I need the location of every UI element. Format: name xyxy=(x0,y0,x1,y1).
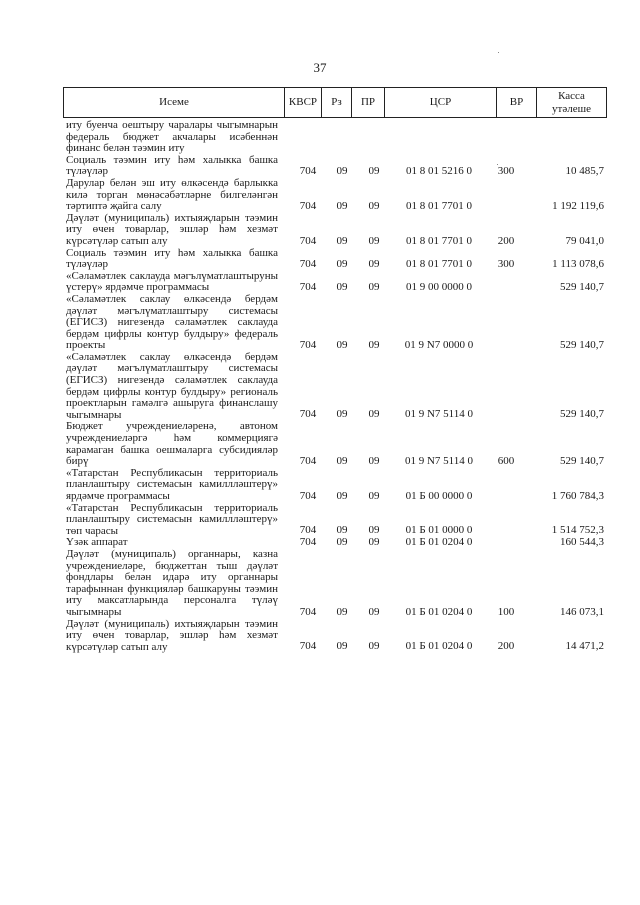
row-name: «Сәламәтлек саклау өлкәсендә бердәм дәүләт мәгълүматлаштыру системасы (ЕГИСЗ) нигезендә сәламәтлек саклауда бердәм цифрлы контур булдыру» федераль проекты xyxy=(66,292,278,352)
column-header-vr: ВР xyxy=(496,88,536,117)
row-name: Бюджет учреждениеләренә, автоном учреждениеләргә һәм коммерциягә карамаган башка оешмаларга субсидияләр бирү xyxy=(66,420,278,468)
column-header-name: Исеме xyxy=(159,96,189,108)
row-csr: 01 8 01 5216 0 xyxy=(406,164,472,177)
row-kvsr: 704 xyxy=(299,257,317,270)
column-header-amount xyxy=(536,88,606,117)
row-csr: 01 9 N7 0000 0 xyxy=(404,338,474,351)
row-amount: 529 140,7 xyxy=(560,280,604,293)
table-body xyxy=(66,120,606,653)
row-kvsr: 704 xyxy=(299,338,317,351)
row-vr: 300 xyxy=(497,257,515,270)
row-amount: 529 140,7 xyxy=(560,338,604,351)
row-vr: 100 xyxy=(497,605,515,618)
row-name: Дәүләт (муниципаль) ихтыяҗларын тәэмин иту өчен товарлар, эшләр һәм хезмәт күрсәтүләр сатып алу xyxy=(66,211,278,247)
row-rz: 09 xyxy=(336,524,348,537)
row-kvsr: 704 xyxy=(299,640,317,653)
table-row xyxy=(66,619,606,654)
row-kvsr: 704 xyxy=(299,280,317,293)
row-name: Дарулар белән эш иту өлкәсендә барлыкка килә торган мөнәсәбәтләрне билгеләнгән тәртиптә җайга салу xyxy=(66,176,278,213)
row-amount: 160 544,3 xyxy=(560,535,604,548)
row-rz: 09 xyxy=(336,257,348,270)
table-row xyxy=(66,421,606,467)
column-header-rz: Рз xyxy=(321,88,351,117)
row-vr: 200 xyxy=(497,640,515,653)
row-amount: 14 471,2 xyxy=(565,640,604,653)
row-name: Үзәк аппарат xyxy=(66,536,128,549)
table-row xyxy=(66,503,606,538)
row-pr: 09 xyxy=(368,454,380,467)
row-csr: 01 8 01 7701 0 xyxy=(406,234,472,247)
table-row xyxy=(66,468,606,503)
row-pr: 09 xyxy=(368,338,380,351)
row-pr: 09 xyxy=(368,640,380,653)
row-vr: 300 xyxy=(497,164,515,177)
table-row xyxy=(66,549,606,619)
row-vr: 600 xyxy=(497,454,515,467)
row-rz: 09 xyxy=(336,640,348,653)
table-row xyxy=(66,271,606,294)
row-pr: 09 xyxy=(368,234,380,247)
row-amount: 1 514 752,3 xyxy=(551,524,604,537)
table-row xyxy=(66,352,606,422)
table-row xyxy=(66,120,606,155)
row-name: Дәүләт (муниципаль) органнары, казна учреждениеләре, бюджеттан тыш дәүләт фондлары белән идарә иту органнары тарафыннан функцияләр башкаруны тәэмин иту максатларында персоналга түләү чыгымнары xyxy=(66,547,278,618)
row-name: Социаль тәэмин иту һәм халыкка башка түләүләр xyxy=(66,153,278,178)
row-csr: 01 Б 01 0000 0 xyxy=(405,524,473,537)
row-pr: 09 xyxy=(368,605,380,618)
row-vr xyxy=(488,536,524,549)
row-amount: 529 140,7 xyxy=(560,454,604,467)
row-name: «Татарстан Республикасын территориаль планлаштыру системасын камиллләштерү» төп чарасы xyxy=(66,501,278,537)
row-pr: 09 xyxy=(368,280,380,293)
column-header-amount-line1: Касса xyxy=(558,89,585,102)
row-name: иту буенча оештыру чаралары чыгымнарын федераль бюджет акчалары исәбеннән финанс белән тәэмин иту xyxy=(66,119,278,155)
row-name: «Сәламәтлек саклауда мәгълүматлаштыруны үстерү» ярдәмче программасы xyxy=(66,269,278,294)
row-pr: 09 xyxy=(368,408,380,421)
row-csr: 01 Б 01 0204 0 xyxy=(405,535,473,548)
page-number: 37 xyxy=(313,60,327,75)
row-amount: 1 760 784,3 xyxy=(551,489,604,502)
row-rz: 09 xyxy=(336,199,348,212)
row-kvsr: 704 xyxy=(299,535,317,548)
column-header-kvsr: КВСР xyxy=(284,88,321,117)
table-row xyxy=(66,155,606,178)
row-amount: 1 192 119,6 xyxy=(552,199,604,212)
row-rz: 09 xyxy=(336,164,348,177)
scan-speck xyxy=(497,164,498,165)
table-row xyxy=(66,178,606,213)
row-csr: 01 Б 01 0204 0 xyxy=(405,605,473,618)
row-kvsr: 704 xyxy=(299,234,317,247)
row-kvsr: 704 xyxy=(299,605,317,618)
row-rz: 09 xyxy=(336,454,348,467)
row-vr xyxy=(488,339,524,352)
row-kvsr: 704 xyxy=(299,454,317,467)
row-csr: 01 9 00 0000 0 xyxy=(406,280,472,293)
row-rz: 09 xyxy=(336,338,348,351)
row-kvsr: 704 xyxy=(299,524,317,537)
row-rz: 09 xyxy=(336,408,348,421)
row-rz: 09 xyxy=(336,280,348,293)
row-name: «Сәламәтлек саклау өлкәсендә бердәм дәүләт мәгълүматлаштыру системасы (ЕГИСЗ) нигезендә сәламәтлек саклауда бердәм цифрлы контур булдыру» региональ проектларын гамәлгә ашыруга финанслашу чыгымнары xyxy=(66,350,278,421)
column-header-amount-line2: утәлеше xyxy=(552,102,591,115)
row-name: Дәүләт (муниципаль) ихтыяҗларын тәэмин иту өчен товарлар, эшләр һәм хезмәт күрсәтүләр сатып алу xyxy=(66,617,278,653)
row-rz: 09 xyxy=(336,234,348,247)
row-kvsr: 704 xyxy=(299,489,317,502)
table-row xyxy=(66,213,606,248)
row-csr: 01 9 N7 5114 0 xyxy=(404,408,474,421)
row-csr: 01 8 01 7701 0 xyxy=(406,257,472,270)
row-pr: 09 xyxy=(368,257,380,270)
row-name: Социаль тәэмин иту һәм халыкка башка түләүләр xyxy=(66,246,278,271)
row-vr: 200 xyxy=(497,234,515,247)
row-kvsr: 704 xyxy=(299,164,317,177)
row-rz: 09 xyxy=(336,535,348,548)
row-vr xyxy=(488,408,524,421)
row-csr: 01 Б 00 0000 0 xyxy=(405,489,473,502)
column-header-csr: ЦСР xyxy=(384,88,496,117)
row-amount: 10 485,7 xyxy=(565,164,604,177)
row-amount: 79 041,0 xyxy=(565,234,604,247)
row-csr: 01 8 01 7701 0 xyxy=(406,199,472,212)
column-header-pr: ПР xyxy=(351,88,384,117)
row-rz: 09 xyxy=(336,605,348,618)
row-kvsr: 704 xyxy=(299,408,317,421)
row-vr xyxy=(488,281,524,294)
table-header xyxy=(63,87,607,118)
row-rz: 09 xyxy=(336,489,348,502)
row-amount: 146 073,1 xyxy=(560,605,604,618)
row-vr xyxy=(488,490,524,503)
row-pr: 09 xyxy=(368,489,380,502)
row-kvsr: 704 xyxy=(299,199,317,212)
row-amount: 1 113 078,6 xyxy=(552,257,604,270)
row-csr: 01 Б 01 0204 0 xyxy=(405,640,473,653)
row-pr: 09 xyxy=(368,524,380,537)
table-row xyxy=(66,294,606,352)
row-pr: 09 xyxy=(368,535,380,548)
row-name: «Татарстан Республикасын территориаль планлаштыру системасын камиллләштерү» ярдәмче программасы xyxy=(66,466,278,502)
row-vr xyxy=(488,200,524,213)
table-row xyxy=(66,248,606,271)
row-csr: 01 9 N7 5114 0 xyxy=(404,454,474,467)
row-amount: 529 140,7 xyxy=(560,408,604,421)
row-pr: 09 xyxy=(368,199,380,212)
row-pr: 09 xyxy=(368,164,380,177)
scan-speck xyxy=(498,52,499,53)
